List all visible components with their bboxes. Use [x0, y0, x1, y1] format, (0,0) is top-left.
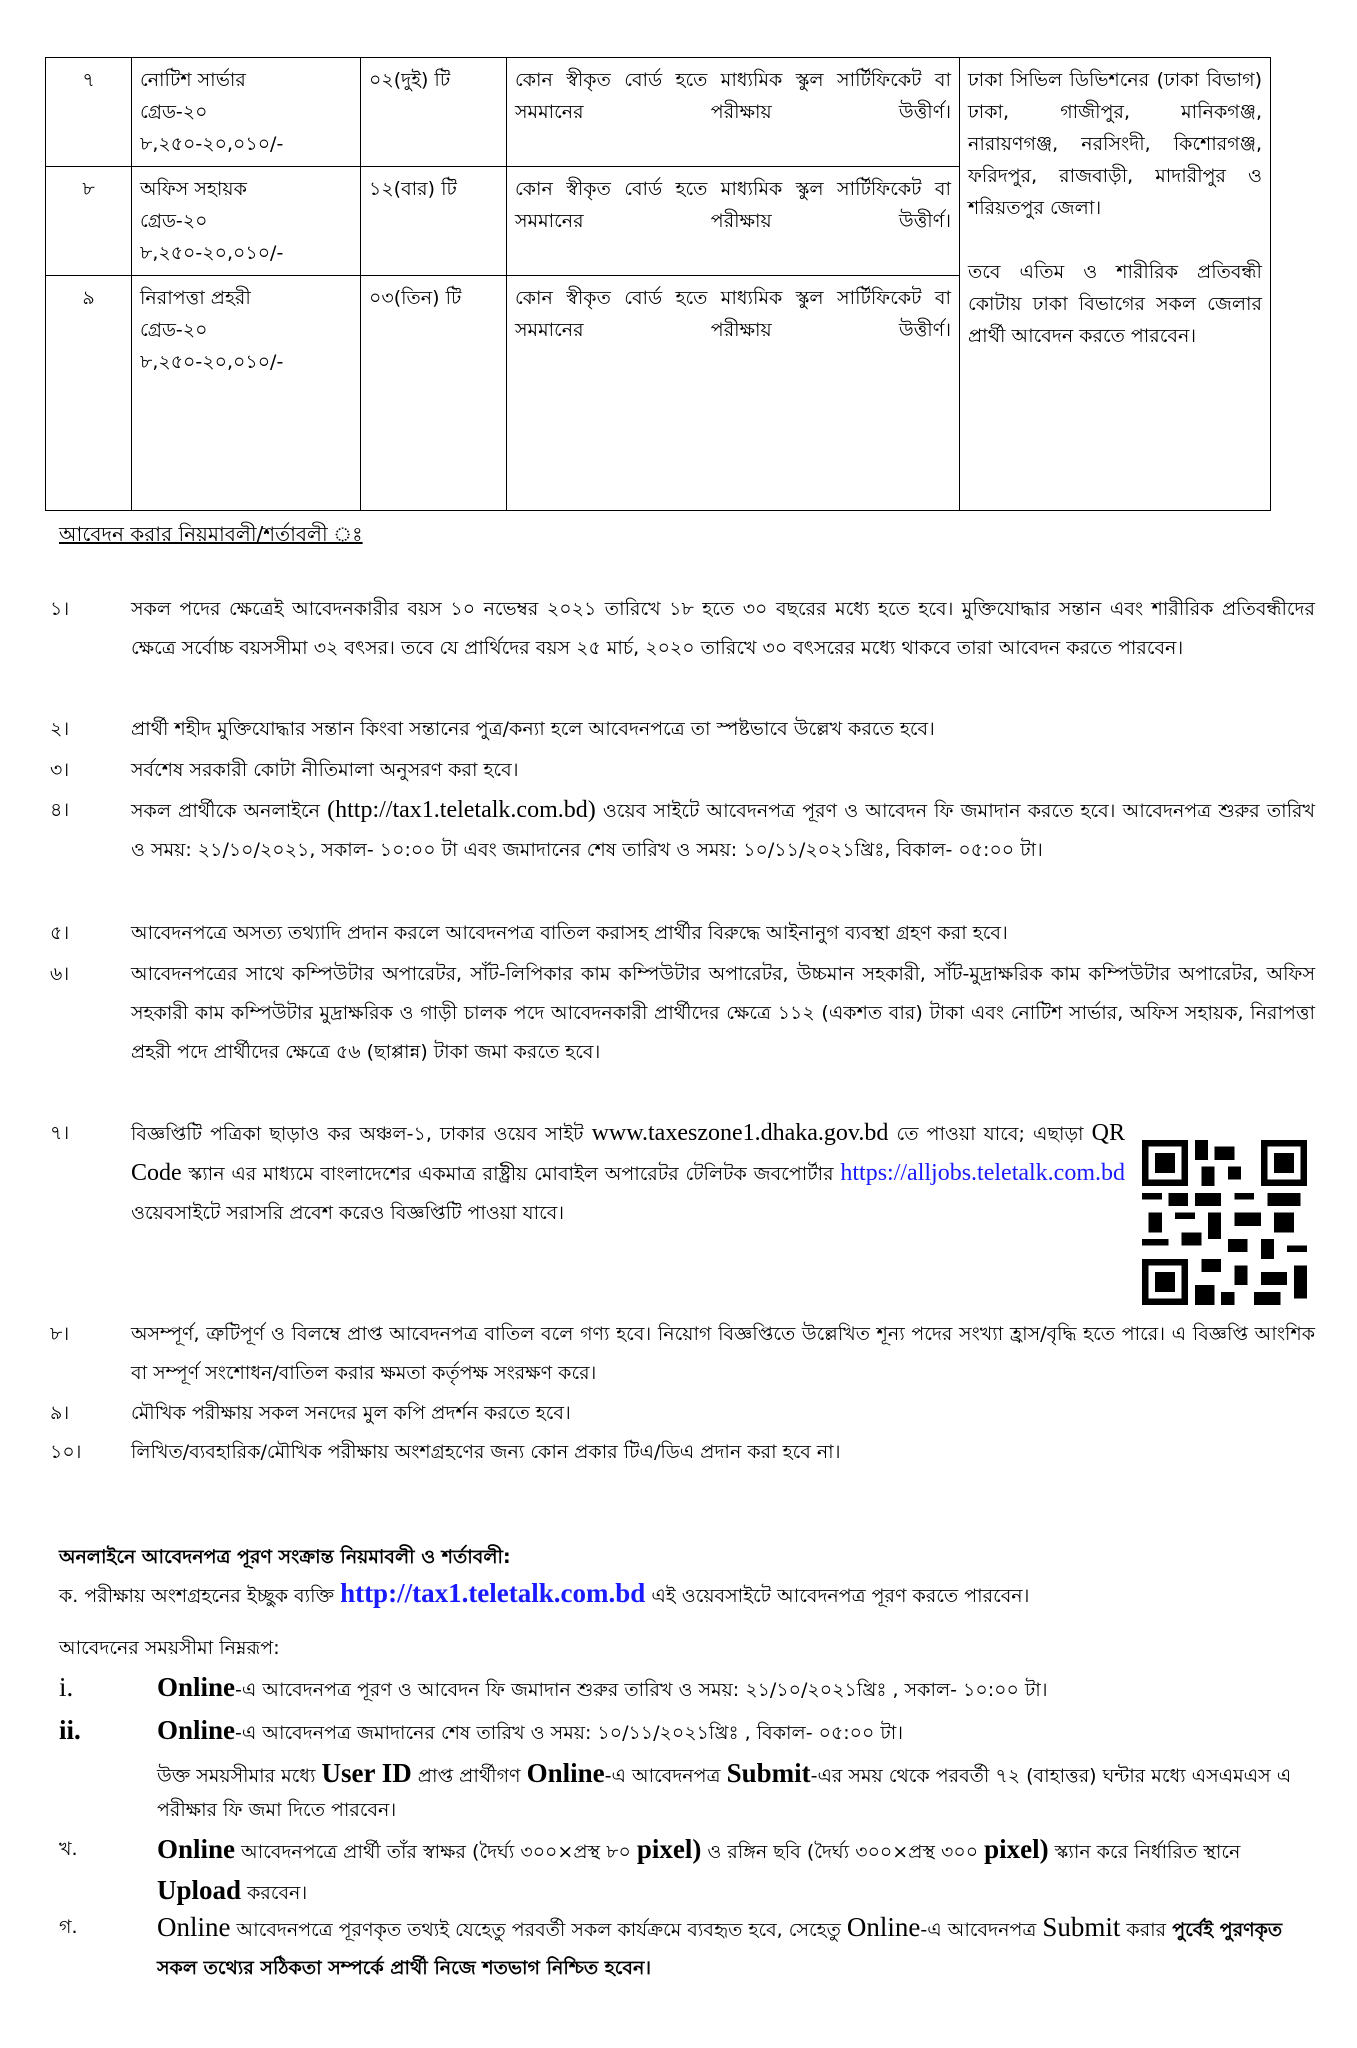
- post-name: নোটিশ সার্ভার: [140, 69, 246, 91]
- count-cell: ১২(বার) টি: [361, 167, 507, 276]
- online-heading: অনলাইনে আবেদনপত্র পূরণ সংক্রান্ত নিয়মাবলী ও শর্তাবলী:: [59, 1546, 511, 1568]
- rule-text: লিখিত/ব্যবহারিক/মৌখিক পরীক্ষায় অংশগ্রহণের জন্য কোন প্রকার টিএ/ডিএ প্রদান করা হবে না।: [131, 1441, 841, 1463]
- text-segment: -এ আবেদনপত্র জমাদানের শেষ তারিখ ও সময়: ১০/১১/২০২১খ্রিঃ , বিকাল- ০৫:০০ টা।: [235, 1722, 904, 1744]
- text-segment: Submit: [1042, 1912, 1121, 1942]
- text-segment: ক. পরীক্ষায় অংশগ্রহনের ইচ্ছুক ব্যক্তি: [59, 1585, 341, 1607]
- post-cell: [132, 167, 361, 276]
- text-segment: Online: [157, 1715, 236, 1745]
- text-segment: আবেদনপত্রে পূরণকৃত তথ্যই যেহেতু পরবর্তী সকল কার্যক্রমে ব্যবহৃত হবে, সেহেতু: [230, 1919, 847, 1941]
- text-segment: Online: [526, 1758, 605, 1788]
- website-url[interactable]: (http://tax1.teletalk.com.bd): [327, 797, 596, 823]
- serial-cell: ৭: [46, 58, 132, 167]
- rule-text: অসম্পূর্ণ, ত্রুটিপূর্ণ ও বিলম্বে প্রাপ্ত আবেদনপত্র বাতিল বলে গণ্য হবে। নিয়োগ বিজ্ঞপ্তিতে উল্লেখিত শূন্য পদের সংখ্যা হ্রাস/বৃদ্ধি হতে পারে। এ বিজ্ঞপ্তি আংশিক বা সম্পূর্ণ সংশোধন/বাতিল করার ক্ষমতা কর্তৃপক্ষ সংরক্ষণ করে।: [131, 1323, 1315, 1384]
- rule-number: ৫।: [50, 922, 70, 944]
- text-segment: আবেদনপত্রে প্রার্থী তাঁর স্বাক্ষর (দৈর্ঘ্য ৩০০×প্রস্থ ৮০: [235, 1841, 637, 1863]
- district-text: ঢাকা সিভিল ডিভিশনের (ঢাকা বিভাগ) ঢাকা, গাজীপুর, মানিকগঞ্জ, নারায়ণগঞ্জ, নরসিংদী, কিশোরগঞ্জ, ফরিদপুর, রাজবাড়ী, মাদারীপুর ও শরিয়তপুর জেলা।: [968, 69, 1262, 219]
- text-segment: করার: [1120, 1919, 1173, 1941]
- post-grade: গ্রেড-২০: [140, 319, 208, 341]
- text-segment: পুর্বেই পুরণকৃত সকল তথ্যের সঠিকতা সম্পর্কে প্রার্থী নিজে শতভাগ নিশ্চিত হবেন।: [157, 1919, 1283, 1979]
- count-cell: ০২(দুই) টি: [361, 58, 507, 167]
- text-segment: Submit: [726, 1758, 811, 1788]
- table-row: [46, 58, 1271, 167]
- post-cell: [132, 58, 361, 167]
- rule-text: আবেদনপত্রে অসত্য তথ্যাদি প্রদান করলে আবেদনপত্র বাতিল করাসহ প্রার্থীর বিরুদ্ধে আইনানুগ ব্যবস্থা গ্রহণ করা হবে।: [131, 922, 1008, 944]
- rule-text: [131, 1114, 1125, 1233]
- qualification-cell: কোন স্বীকৃত বোর্ড হতে মাধ্যমিক স্কুল সার্টিফিকেট বা সমমানের পরীক্ষায় উত্তীর্ণ।: [507, 58, 960, 167]
- text-segment: Online: [157, 1912, 231, 1942]
- timeline-label: আবেদনের সময়সীমা নিম্নরূপ:: [59, 1637, 280, 1659]
- list-label: খ.: [59, 1838, 78, 1860]
- serial-cell: ৯: [46, 276, 132, 511]
- qualification-cell: কোন স্বীকৃত বোর্ড হতে মাধ্যমিক স্কুল সার্টিফিকেট বা সমমানের পরীক্ষায় উত্তীর্ণ।: [507, 276, 960, 511]
- text-segment: উক্ত সময়সীমার মধ্যে: [157, 1765, 322, 1787]
- rule-text: মৌখিক পরীক্ষায় সকল সনদের মুল কপি প্রদর্শন করতে হবে।: [131, 1402, 571, 1424]
- text-segment: Online: [157, 1834, 236, 1864]
- online-ka: [59, 1578, 1029, 1614]
- text-segment: -এ আবেদনপত্র পূরণ ও আবেদন ফি জমাদান শুরুর তারিখ ও সময়: ২১/১০/২০২১খ্রিঃ , সকাল- ১০:০০ টা।: [235, 1679, 1048, 1701]
- posts-table: [45, 57, 1271, 511]
- rule-number: ৪।: [50, 799, 70, 821]
- text-segment: স্ক্যান এর মাধ্যমে বাংলাদেশের একমাত্র রাষ্ট্রীয় মোবাইল অপারেটর টেলিটক জবপোর্টার: [181, 1163, 841, 1185]
- text-segment: সকল প্রার্থীকে অনলাইনে: [131, 800, 328, 822]
- text-segment: Online: [157, 1672, 236, 1702]
- alljobs-link[interactable]: https://alljobs.teletalk.com.bd: [840, 1160, 1125, 1186]
- text-segment: এই ওয়েবসাইটে আবেদনপত্র পূরণ করতে পারবেন।: [645, 1585, 1030, 1607]
- rule-number: ১০।: [50, 1441, 82, 1463]
- qr-code-label: QR Code: [131, 1120, 1126, 1186]
- district-cell: [960, 58, 1271, 511]
- rule-number: ৩।: [50, 759, 70, 781]
- text-segment: User ID: [321, 1758, 412, 1788]
- text-segment: -এ আবেদনপত্র: [604, 1765, 727, 1787]
- list-label: ii.: [59, 1715, 81, 1745]
- rule-number: ২।: [50, 718, 70, 740]
- rule-text: প্রার্থী শহীদ মুক্তিযোদ্ধার সন্তান কিংবা সন্তানের পুত্র/কন্যা হলে আবেদনপত্রে তা স্পষ্টভাবে উল্লেখ করতে হবে।: [131, 718, 935, 740]
- text-segment: -এ আবেদনপত্র: [920, 1919, 1043, 1941]
- post-name: নিরাপত্তা প্রহরী: [140, 287, 251, 309]
- post-grade: গ্রেড-২০: [140, 210, 208, 232]
- rule-text: সর্বশেষ সরকারী কোটা নীতিমালা অনুসরণ করা হবে।: [131, 759, 519, 781]
- text-segment: প্রাপ্ত প্রার্থীগণ: [411, 1765, 527, 1787]
- pay-scale: ৮,২৫০-২০,০১০/-: [140, 351, 284, 373]
- text-segment: ওয়েব সাইটে আবেদনপত্র পূরণ ও আবেদন ফি জমাদান করতে হবে। আবেদনপত্র শুরুর তারিখ ও সময়: ২১/১০/২০২১, সকাল- ১০:০০ টা এবং জমাদানের শেষ তারিখ ও সময়: ১০/১১/২০২১খ্রিঃ, বিকাল- ০৫:০০ টা।: [131, 800, 1315, 861]
- rule-number: ৬।: [50, 963, 70, 985]
- rule-text: [131, 791, 1315, 870]
- text-segment: তে পাওয়া যাবে; এছাড়া: [888, 1123, 1092, 1145]
- qr-code-image: [1142, 1140, 1307, 1305]
- list-label: i.: [59, 1672, 74, 1702]
- pay-scale: ৮,২৫০-২০,০১০/-: [140, 133, 284, 155]
- text-segment: pixel): [636, 1834, 702, 1864]
- text-segment: ওয়েবসাইটে সরাসরি প্রবেশ করেও বিজ্ঞপ্তিটি পাওয়া যাবে।: [131, 1202, 565, 1224]
- post-name: অফিস সহায়ক: [140, 178, 247, 200]
- rule-number: ৭।: [50, 1122, 70, 1144]
- text-segment: pixel): [984, 1834, 1049, 1864]
- rule-number: ৯।: [50, 1402, 70, 1424]
- text-segment: Upload: [157, 1875, 242, 1905]
- qualification-cell: কোন স্বীকৃত বোর্ড হতে মাধ্যমিক স্কুল সার্টিফিকেট বা সমমানের পরীক্ষায় উত্তীর্ণ।: [507, 167, 960, 276]
- text-segment: -এর সময় থেকে পরবর্তী ৭২ (বাহাত্তর) ঘন্টার মধ্যে এসএমএস এ পরীক্ষার ফি জমা দিতে পারবেন।: [157, 1765, 1292, 1821]
- quota-note: তবে এতিম ও শারীরিক প্রতিবন্ধী কোটায় ঢাকা বিভাগের সকল জেলার প্রার্থী আবেদন করতে পারবেন।: [968, 261, 1262, 347]
- website-url[interactable]: www.taxeszone1.dhaka.gov.bd: [591, 1120, 889, 1146]
- rule-number: ৮।: [50, 1323, 70, 1345]
- rule-text: সকল পদের ক্ষেত্রেই আবেদনকারীর বয়স ১০ নভেম্বর ২০২১ তারিখে ১৮ হতে ৩০ বছরের মধ্যে হতে হবে। মুক্তিযোদ্ধার সন্তান এবং শারীরিক প্রতিবন্ধীদের ক্ষেত্রে সর্বোচ্চ বয়সসীমা ৩২ বৎসর। তবে যে প্রার্থিদের বয়স ২৫ মার্চ, ২০২০ তারিখে ৩০ বৎসরের মধ্যে থাকবে তারা আবেদন করতে পারবেন।: [131, 598, 1315, 659]
- text-segment: বিজ্ঞপ্তিটি পত্রিকা ছাড়াও কর অঞ্চল-১, ঢাকার ওয়েব সাইট: [131, 1123, 592, 1145]
- list-label: গ.: [59, 1916, 78, 1938]
- teletalk-link[interactable]: http://tax1.teletalk.com.bd: [340, 1578, 646, 1608]
- text-segment: স্ক্যান করে নির্ধারিত স্থানে: [1048, 1841, 1241, 1863]
- count-cell: ০৩(তিন) টি: [361, 276, 507, 511]
- rules-heading: আবেদন করার নিয়মাবলী/শর্তাবলী ঃ: [59, 522, 363, 546]
- serial-cell: ৮: [46, 167, 132, 276]
- text-segment: Online: [846, 1912, 921, 1942]
- rule-text: আবেদনপত্রের সাথে কম্পিউটার অপারেটর, সাঁট-লিপিকার কাম কম্পিউটার অপারেটর, উচ্চমান সহকারী, সাঁট-মুদ্রাক্ষরিক কাম কম্পিউটার অপারেটর, অফিস সহকারী কাম কম্পিউটার মুদ্রাক্ষরিক ও গাড়ী চালক পদে আবেদনকারী প্রার্থীদের ক্ষেত্রে ১১২ (একশত বার) টাকা এবং নোটিশ সার্ভার, অফিস সহায়ক, নিরাপত্তা প্রহরী পদে প্রার্থীদের ক্ষেত্রে ৫৬ (ছাপ্পান্ন) টাকা জমা করতে হবে।: [131, 963, 1315, 1063]
- post-grade: গ্রেড-২০: [140, 101, 208, 123]
- text-segment: ও রঙ্গিন ছবি (দৈর্ঘ্য ৩০০×প্রস্থ ৩০০: [701, 1841, 985, 1863]
- text-segment: করবেন।: [241, 1882, 308, 1904]
- pay-scale: ৮,২৫০-২০,০১০/-: [140, 242, 284, 264]
- post-cell: [132, 276, 361, 511]
- rule-number: ১।: [50, 598, 70, 620]
